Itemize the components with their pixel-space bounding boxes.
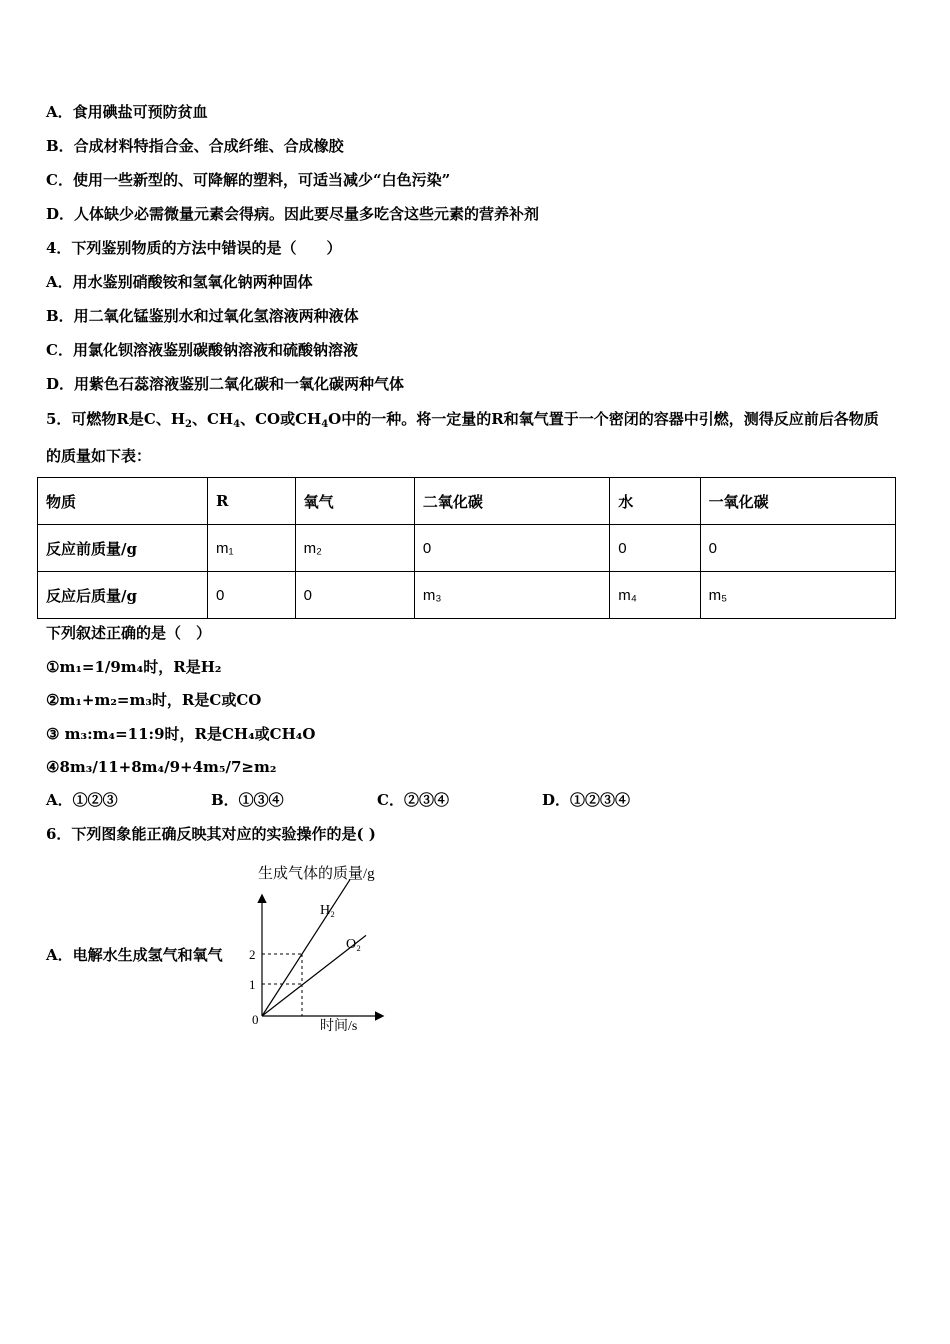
q6-option-a-label: A．电解水生成氢气和氧气 xyxy=(46,946,223,964)
y-tick-label: 2 xyxy=(249,947,256,962)
row-label: 反应后质量/g xyxy=(38,572,208,619)
series-line-h2 xyxy=(262,880,350,1016)
y-axis-label: 生成气体的质量/g xyxy=(258,866,375,882)
origin-label: 0 xyxy=(252,1012,259,1027)
q5-option-d: D．①②③④ xyxy=(542,791,631,809)
q5-statement-1: ①m₁=1/9m₄时，R是H₂ xyxy=(46,658,222,676)
q5-statement-3: ③ m₃:m₄=11:9时，R是CH₄或CH₄O xyxy=(46,725,316,743)
table-row xyxy=(38,525,896,572)
q5-prompt: 下列叙述正确的是（ ） xyxy=(46,624,212,642)
series-label-o2: O₂ xyxy=(346,937,361,952)
q3-option-d: D．人体缺少必需微量元素会得病。因此要尽量多吃含这些元素的营养补剂 xyxy=(46,205,540,223)
q5-stem: 5．可燃物R是C、$H_2$、$CH_4$、CO或$CH_4O$中的一种。将一定量的R和氧气置于一个密闭的容器中引燃，测得反应前后各物质 xyxy=(46,410,879,430)
q4-option-a: A．用水鉴别硝酸铵和氢氧化钠两种固体 xyxy=(46,273,313,291)
table-cell: 0 xyxy=(610,525,700,572)
q5-mass-table xyxy=(37,477,896,619)
q4-stem: 4．下列鉴别物质的方法中错误的是（ ） xyxy=(46,239,342,257)
x-axis-label: 时间/s xyxy=(320,1019,358,1034)
row-label: 反应前质量/g xyxy=(38,525,208,572)
table-header-cell: R xyxy=(208,478,296,525)
q5-option-b: B．①③④ xyxy=(211,791,284,809)
y-tick-label: 1 xyxy=(249,977,256,992)
table-cell: m₄ xyxy=(610,572,700,619)
q5-option-c: C．②③④ xyxy=(377,791,449,809)
table-header-cell: 氧气 xyxy=(295,478,414,525)
electrolysis-graph xyxy=(240,858,400,1038)
table-header-cell: 一氧化碳 xyxy=(700,478,895,525)
table-cell: m₃ xyxy=(414,572,609,619)
table-header-cell: 水 xyxy=(610,478,700,525)
table-row xyxy=(38,572,896,619)
q5-option-a: A．①②③ xyxy=(46,791,118,809)
q5-statement-2: ②m₁+m₂=m₃时，R是C或CO xyxy=(46,691,262,709)
table-cell: m₁ xyxy=(208,525,296,572)
table-header-row xyxy=(38,478,896,525)
q6-stem: 6．下列图象能正确反映其对应的实验操作的是( ) xyxy=(46,825,376,843)
q4-option-b: B．用二氧化锰鉴别水和过氧化氢溶液两种液体 xyxy=(46,307,359,325)
table-cell: m₅ xyxy=(700,572,895,619)
q3-option-c: C．使用一些新型的、可降解的塑料，可适当减少“白色污染” xyxy=(46,171,451,189)
q3-option-a: A．食用碘盐可预防贫血 xyxy=(46,103,208,121)
q4-option-c: C．用氯化钡溶液鉴别碳酸钠溶液和硫酸钠溶液 xyxy=(46,341,358,359)
q5-stem-line2: 的质量如下表： xyxy=(46,447,152,465)
q4-option-d: D．用紫色石蕊溶液鉴别二氧化碳和一氧化碳两种气体 xyxy=(46,375,405,393)
table-cell: 0 xyxy=(700,525,895,572)
q5-statement-4: ④8m₃/11+8m₄/9+4m₅/7≥m₂ xyxy=(46,758,277,776)
series-label-h2: H₂ xyxy=(320,903,335,918)
table-cell: 0 xyxy=(414,525,609,572)
table-header-cell: 二氧化碳 xyxy=(414,478,609,525)
q3-option-b: B．合成材料特指合金、合成纤维、合成橡胶 xyxy=(46,137,344,155)
table-cell: 0 xyxy=(295,572,414,619)
table-cell: m₂ xyxy=(295,525,414,572)
table-header-cell: 物质 xyxy=(38,478,208,525)
table-cell: 0 xyxy=(208,572,296,619)
